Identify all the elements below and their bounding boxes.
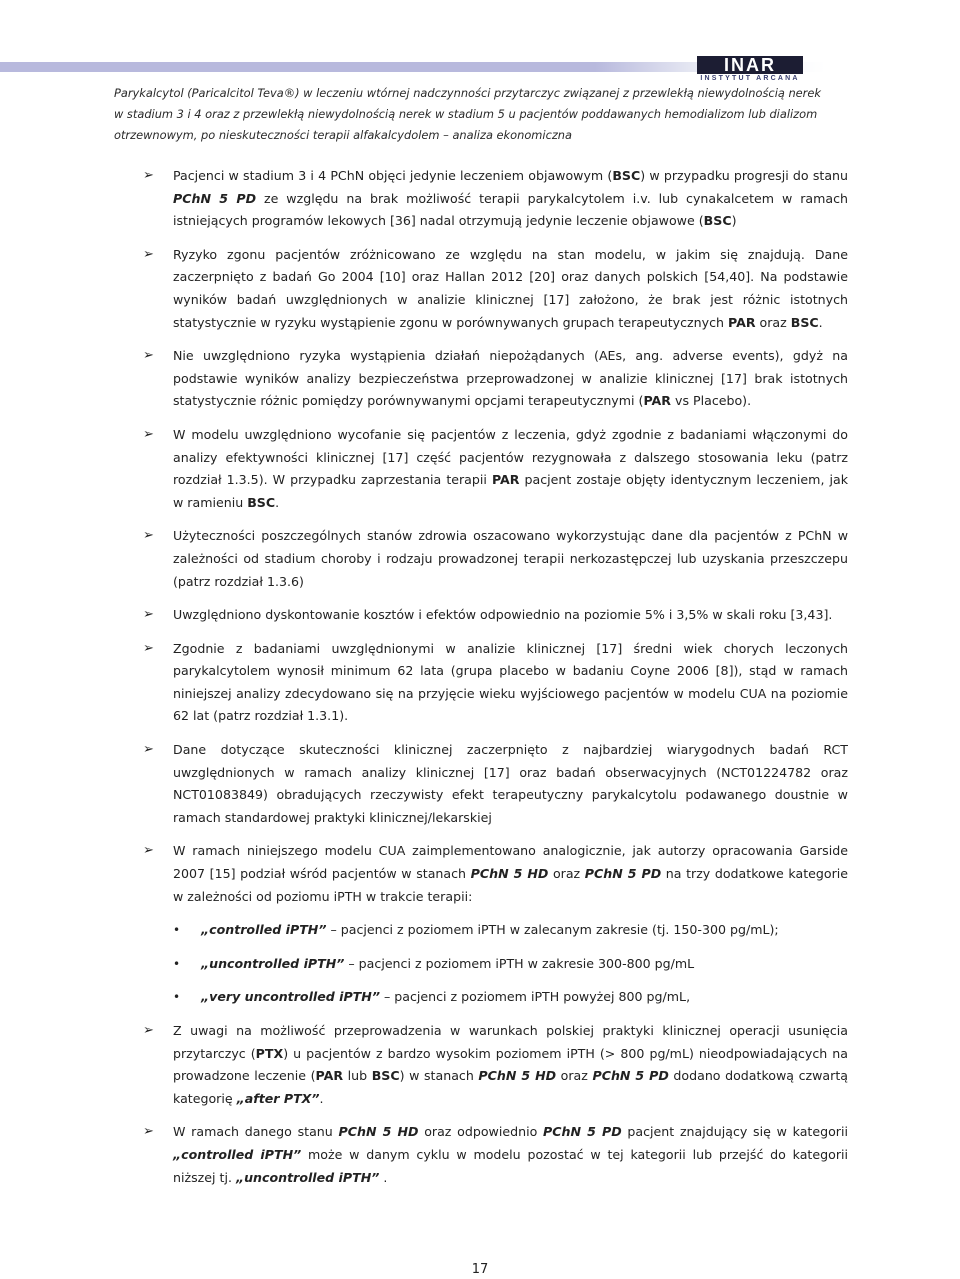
item-text: W modelu uwzględniono wycofanie się pacjentów z leczenia, gdyż zgodnie z badaniami włączonymi do analizy efektywności klinicznej [17] część pacjentów rezygnowała z dalszego stosowania leku (patrz rozdział 1.3.5). W przypadku zaprzestania terapii <box>173 426 848 488</box>
item-text: pacjent zostaje objęty identycznym leczeniem, jak w ramieniu <box>173 472 848 510</box>
sub-item-text: – pacjenci z poziomem iPTH powyżej 800 pg/mL, <box>379 989 691 1005</box>
logo-wordmark: INAR <box>697 56 803 74</box>
list-item <box>143 638 848 728</box>
arrow-bullet-icon: ➢ <box>143 426 154 442</box>
item-text: Nie uwzględniono ryzyka wystąpienia działań niepożądanych (AEs, ang. adverse events), gdyż na podstawie wyników analizy bezpieczeństwa przeprowadzonej w analizie klinicznej [17] brak istotnych statystycznie różnic pomiędzy porównywanymi opcjami terapeutycznymi ( <box>173 348 848 409</box>
page-number: 17 <box>471 1262 489 1277</box>
item-bold-italic: PChN 5 PD <box>592 1068 669 1084</box>
item-bold: BSC <box>790 314 819 330</box>
item-text: Użyteczności poszczególnych stanów zdrowia oszacowano wykorzystując dane dla pacjentów z PChN w zależności od stadium choroby i rodzaju prowadzonej terapii nerkozastępczej lub uzyskania przeszczepu (patrz rozdział 1.3.6) <box>173 528 848 589</box>
arrow-bullet-icon: ➢ <box>143 1124 154 1140</box>
dot-bullet-icon: • <box>173 990 181 1005</box>
item-bold-italic: PChN 5 PD <box>173 190 257 206</box>
item-text: ) <box>731 213 737 229</box>
item-bold-italic: „after PTX” <box>236 1090 320 1106</box>
item-text: lub <box>343 1068 372 1084</box>
item-text: . <box>818 314 823 330</box>
sub-list-item <box>143 953 848 976</box>
item-text: może w danym cyklu w modelu pozostać w tej kategorii lub przejść do kategorii niższej tj. <box>173 1146 848 1185</box>
header-line-2: w stadium 3 i 4 oraz z przewlekłą niewydolnością nerek w stadium 5 u pacjentów poddawanych hemodializom lub dializom <box>114 107 818 121</box>
item-text: oraz <box>755 314 791 330</box>
item-bold: PAR <box>315 1068 344 1084</box>
arrow-bullet-icon: ➢ <box>143 742 154 758</box>
item-text: W ramach danego stanu <box>173 1124 339 1140</box>
item-bold-italic: „controlled iPTH” <box>173 1146 302 1162</box>
sub-item-bold-italic: „uncontrolled iPTH” <box>201 955 345 971</box>
running-header <box>114 83 854 146</box>
item-text: vs Placebo). <box>670 393 752 409</box>
item-bold-italic: PChN 5 PD <box>543 1124 622 1140</box>
item-bold-italic: PChN 5 HD <box>478 1068 557 1084</box>
header-line-1: Parykalcytol (Paricalcitol Teva®) w leczeniu wtórnej nadczynności przytarczyc związanej z przewlekłą niewydolnością nerek <box>114 86 821 100</box>
sub-list-item <box>143 986 848 1009</box>
item-text: dodano dodatkową czwartą kategorię <box>173 1068 848 1106</box>
item-text: W ramach niniejszego modelu CUA zaimplementowano analogicznie, jak autorzy opracowania Garside 2007 [15] podział wśród pacjentów w stanach <box>173 843 848 882</box>
item-text: ) u pacjentów z bardzo wysokim poziomem iPTH (> 800 pg/mL) nieodpowiadających na prowadzone leczenie ( <box>173 1045 848 1084</box>
item-text: Zgodnie z badaniami uwzględnionymi w analizie klinicznej [17] średni wiek chorych leczonych parykalcytolem wynosił minimum 62 lata (grupa placebo w badaniu Coyne 2006 [8]), stąd w ramach niniejszej analizy zdecydowano się na przyjęcie wieku wyjściowego pacjentów w modelu CUA na poziomie 62 lat (patrz rozdział 1.3.1). <box>173 640 848 724</box>
item-bold: PAR <box>643 393 671 409</box>
item-bold: PTX <box>255 1045 284 1061</box>
item-bold-italic: PChN 5 PD <box>584 866 662 882</box>
item-bold-italic: „uncontrolled iPTH” <box>235 1169 380 1185</box>
list-item <box>143 604 848 627</box>
dot-bullet-icon: • <box>173 956 181 971</box>
item-text: Ryzyko zgonu pacjentów zróżnicowano ze względu na stan modelu, w jakim się znajdują. Dane zaczerpnięto z badań Go 2004 [10] oraz Hallan 2012 [20] oraz danych polskich [54,40]. Na podstawie wyników badań uwzględnionych w analizie klinicznej [17] założono, że brak jest różnic istotnych statystycznie w ryzyku wystąpienie zgonu w porównywanych grupach terapeutycznych <box>173 246 848 330</box>
arrow-bullet-icon: ➢ <box>143 607 154 623</box>
item-text: oraz odpowiednio <box>418 1124 544 1140</box>
item-bold: BSC <box>612 168 641 183</box>
header-color-band <box>0 62 960 72</box>
list-item <box>143 244 848 334</box>
list-item <box>143 739 848 829</box>
inar-logo <box>697 56 807 82</box>
list-item <box>143 840 848 908</box>
item-text: Uwzględniono dyskontowanie kosztów i efektów odpowiednio na poziomie 5% i 3,5% w skali roku [3,43]. <box>173 607 833 623</box>
arrow-bullet-icon: ➢ <box>143 843 154 859</box>
list-item <box>143 424 848 514</box>
item-text: . <box>275 494 280 510</box>
list-item <box>143 525 848 593</box>
sub-list-item <box>143 919 848 942</box>
item-text: Pacjenci w stadium 3 i 4 PChN objęci jedynie leczeniem objawowym ( <box>173 168 613 183</box>
item-text: oraz <box>556 1068 593 1084</box>
item-bold: PAR <box>728 314 756 330</box>
logo-subtitle: INSTYTUT ARCANA <box>700 75 800 82</box>
item-bold-italic: PChN 5 HD <box>470 866 549 882</box>
item-text: Dane dotyczące skuteczności klinicznej zaczerpnięto z najbardziej wiarygodnych badań RCT uwzględnionych w ramach analizy klinicznej [17] oraz badań obserwacyjnych (NCT01224782 oraz NCT01083849) obradujących rzeczywisty efekt terapeutyczny parykalcytolu podawanego doustnie w ramach standardowej praktyki klinicznej/lekarskiej <box>173 742 848 825</box>
arrow-bullet-icon: ➢ <box>143 168 154 183</box>
arrow-bullet-icon: ➢ <box>143 246 154 262</box>
list-item <box>143 1020 848 1110</box>
sub-item-bold-italic: „very uncontrolled iPTH” <box>201 989 380 1005</box>
item-text: pacjent znajdujący się w kategorii <box>621 1124 848 1140</box>
item-text: . <box>319 1090 324 1106</box>
item-text: na trzy dodatkowe kategorie w zależności od poziomu iPTH w trakcie terapii: <box>173 866 849 904</box>
sub-item-text: – pacjenci z poziomem iPTH w zalecanym zakresie (tj. 150-300 pg/mL); <box>326 922 779 938</box>
item-text: ) w stanach <box>399 1068 479 1084</box>
item-text: oraz <box>548 866 585 882</box>
sub-item-text: – pacjenci z poziomem iPTH w zakresie 300-800 pg/mL <box>344 955 695 971</box>
item-bold: BSC <box>703 213 732 229</box>
header-line-3: otrzewnowym, po nieskuteczności terapii alfakalcydolem – analiza ekonomiczna <box>114 128 573 142</box>
item-bold: BSC <box>247 494 276 510</box>
item-bold: BSC <box>371 1068 400 1084</box>
list-item <box>143 345 848 413</box>
list-item <box>143 165 848 233</box>
item-text: ) w przypadku progresji do stanu <box>640 168 848 183</box>
arrow-bullet-icon: ➢ <box>143 640 154 656</box>
item-bold-italic: PChN 5 HD <box>338 1124 419 1140</box>
item-text: ze względu na brak możliwość terapii parykalcytolem i.v. lub cynakalcetem w ramach istniejących programów lekowych [36] nadal otrzymują jedynie leczenie objawowe ( <box>173 190 848 229</box>
list-item <box>143 1121 848 1189</box>
item-bold: PAR <box>491 472 520 488</box>
arrow-bullet-icon: ➢ <box>143 528 154 544</box>
body-content <box>143 165 848 1200</box>
item-text: Z uwagi na możliwość przeprowadzenia w warunkach polskiej praktyki klinicznej operacji usunięcia przytarczyc ( <box>173 1023 848 1061</box>
sub-item-bold-italic: „controlled iPTH” <box>201 922 327 938</box>
arrow-bullet-icon: ➢ <box>143 1023 154 1038</box>
arrow-bullet-icon: ➢ <box>143 348 154 364</box>
dot-bullet-icon: • <box>173 923 181 938</box>
item-text: . <box>379 1169 388 1185</box>
